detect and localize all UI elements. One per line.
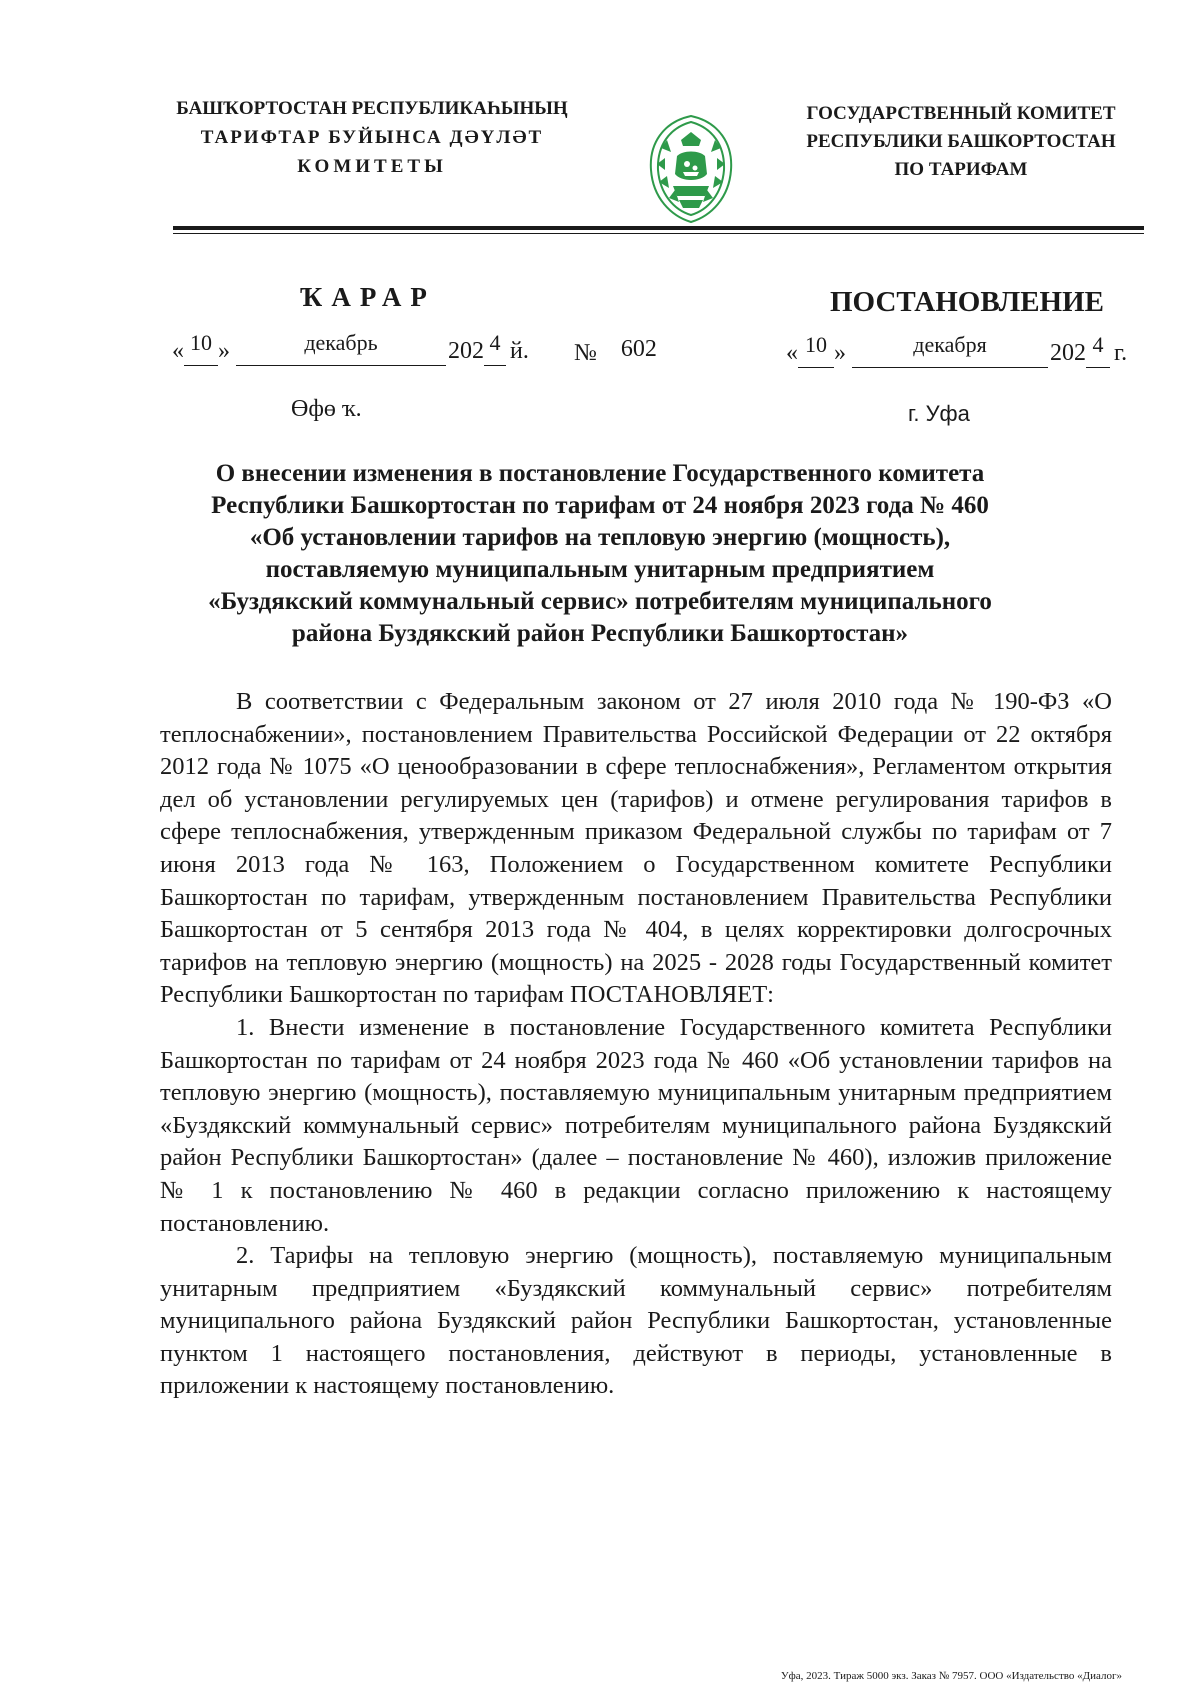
header-right-line: РЕСПУБЛИКИ БАШКОРТОСТАН: [806, 131, 1116, 152]
left-date-year-prefix: 202: [448, 338, 484, 364]
right-date-line: « 10 » декабря 202 4 г.: [786, 332, 1128, 366]
bashkortostan-coat-of-arms-icon: [643, 112, 739, 226]
city-russian: г. Уфа: [908, 401, 970, 426]
title-line: поставляемую муниципальным унитарным предприятием: [265, 556, 935, 583]
document-body: [160, 686, 1112, 1403]
header-left-bashkir: [162, 94, 582, 181]
right-date-month: декабря: [852, 340, 1048, 368]
header-left-line: БАШҠОРТОСТАН РЕСПУБЛИКАҺЫНЫҢ: [176, 98, 568, 119]
document-title: [150, 458, 1050, 650]
right-year-word: г.: [1114, 340, 1128, 366]
header-divider-thick: [173, 226, 1144, 230]
title-line: района Буздякский район Республики Башкортостан»: [291, 620, 909, 647]
title-line: Республики Башкортостан по тарифам от 24 ноября 2023 года № 460: [211, 492, 989, 519]
postanovlenie-heading: ПОСТАНОВЛЕНИЕ: [830, 286, 1105, 318]
left-date-day: 10: [184, 338, 218, 366]
title-line: О внесении изменения в постановление Государственного комитета: [215, 460, 985, 487]
decree-number: [574, 336, 657, 367]
number-value: 602: [620, 336, 657, 362]
item-1-paragraph: 1. Внести изменение в постановление Государственного комитета Республики Башкортостан по тарифам от 24 ноября 2023 года № 460 «Об установлении тарифов на тепловую энергию (мощность), поставляемую муниципальным унитарным предприятием «Буздякский коммунальный сервис» потребителям муниципального района Буздякский район Республики Башкортостан» (далее – постановление № 460), изложив приложение № 1 к постановлению № 460 в редакции согласно приложению к настоящему постановлению.: [160, 1013, 1112, 1237]
title-line: «Об установлении тарифов на тепловую энергию (мощность),: [249, 524, 951, 551]
header-divider-thin: [173, 233, 1144, 234]
left-date-year-suffix: 4: [484, 338, 506, 366]
header-left-line: КОМИТЕТЫ: [297, 156, 447, 177]
right-date-year-suffix: 4: [1086, 340, 1110, 368]
header-right-line: ГОСУДАРСТВЕННЫЙ КОМИТЕТ: [806, 103, 1116, 124]
title-line: «Буздякский коммунальный сервис» потребителям муниципального: [208, 588, 992, 615]
preamble-paragraph: В соответствии с Федеральным законом от 27 июля 2010 года № 190-ФЗ «О теплоснабжении», постановлением Правительства Российской Федерации от 22 октября 2012 года № 1075 «О ценообразовании в сфере теплоснабжения», Регламентом открытия дел об установлении регулируемых цен (тарифов) и отмене регулирования тарифов в сфере теплоснабжения, утвержденным приказом Федеральной службы по тарифам от 7 июня 2013 года № 163, Положением о Государственном комитете Республики Башкортостан по тарифам, утвержденным постановлением Правительства Республики Башкортостан от 5 сентября 2013 года № 404, в целях корректировки долгосрочных тарифов на тепловую энергию (мощность) на 2025 - 2028 годы Государственный комитет Республики Башкортостан по тарифам ПОСТАНОВЛЯЕТ:: [160, 688, 1112, 1009]
item-2-paragraph: 2. Тарифы на тепловую энергию (мощность), поставляемую муниципальным унитарным предприятием «Буздякский коммунальный сервис» потребителям муниципального района Буздякский район Республики Башкортостан, установленные пунктом 1 настоящего постановления, действуют в периоды, установленные в приложении к настоящему постановлению.: [160, 1242, 1112, 1400]
print-footer: Уфа, 2023. Тираж 5000 экз. Заказ № 7957. ООО «Издательство «Диалог»: [780, 1670, 1122, 1682]
left-date-month: декабрь: [236, 338, 446, 366]
right-date-day: 10: [798, 340, 834, 368]
header-right-line: ПО ТАРИФАМ: [894, 159, 1028, 180]
left-date-line: « 10 » декабрь 202 4 й.: [172, 330, 529, 364]
left-year-word: й.: [510, 338, 529, 364]
right-date-year-prefix: 202: [1050, 340, 1086, 366]
city-bashkir: Өфө ҡ.: [291, 396, 362, 422]
number-sign: №: [574, 340, 597, 366]
header-left-line: ТАРИФТАР БУЙЫНСА ДӘҮЛӘТ: [200, 127, 544, 148]
karar-heading: ҠАРАР: [300, 282, 436, 312]
header-right-russian: [776, 100, 1146, 184]
